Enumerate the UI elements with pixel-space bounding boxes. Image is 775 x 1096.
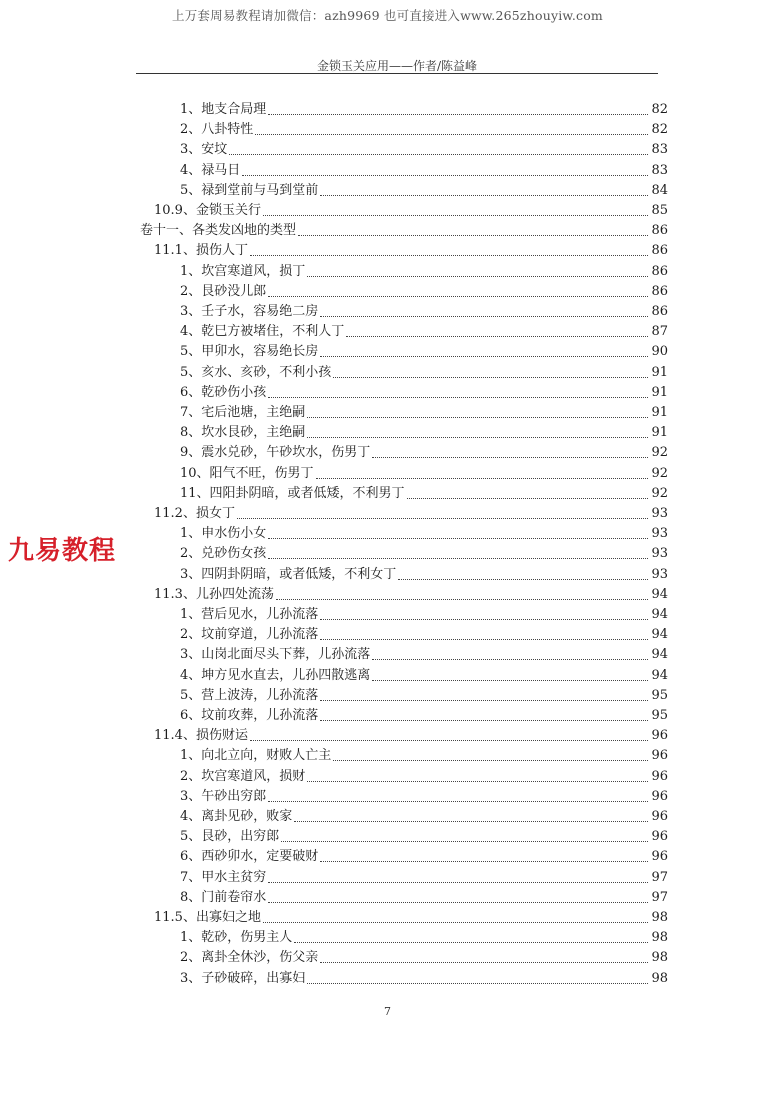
toc-entry[interactable] (180, 765, 668, 785)
toc-entry-label: 7、宅后池塘，主绝嗣 (180, 405, 306, 420)
dot-leader (255, 134, 648, 135)
dot-leader (320, 316, 648, 317)
toc-entry[interactable] (180, 300, 668, 320)
toc-entry[interactable] (180, 704, 668, 724)
dot-leader (307, 437, 648, 438)
dot-leader (333, 760, 648, 761)
toc-entry-label: 11.4、损伤财运 (154, 728, 248, 744)
toc-entry-label: 3、午砂出穷郎 (180, 788, 267, 804)
toc-entry-label: 7、甲水主贫穷 (180, 869, 267, 885)
page-number: 7 (384, 1005, 391, 1018)
dot-leader (294, 942, 648, 943)
toc-entry-label: 10.9、金锁玉关行 (154, 203, 261, 218)
toc-entry[interactable] (154, 583, 668, 603)
dot-leader (320, 700, 648, 701)
dot-leader (263, 215, 648, 216)
toc-entry-page: 86 (651, 304, 668, 319)
toc-entry-page: 85 (651, 203, 668, 218)
toc-entry-label: 8、门前卷帘水 (180, 889, 267, 905)
toc-entry-page: 98 (651, 970, 668, 986)
dot-leader (307, 983, 648, 984)
dot-leader (294, 821, 648, 822)
dot-leader (307, 781, 648, 782)
toc-entry-page: 97 (651, 889, 668, 905)
dot-leader (237, 518, 648, 519)
toc-entry[interactable] (180, 320, 668, 340)
toc-entry-page: 96 (651, 809, 668, 824)
toc-entry-label: 5、禄到堂前与马到堂前 (180, 182, 319, 198)
toc-entry-page: 82 (651, 122, 668, 138)
toc-entry-page: 91 (651, 425, 668, 441)
toc-entry[interactable] (180, 684, 668, 704)
toc-entry-page: 98 (651, 950, 668, 966)
toc-entry[interactable] (180, 280, 668, 300)
toc-entry-page: 91 (651, 384, 668, 400)
toc-entry[interactable] (180, 421, 668, 441)
toc-entry-label: 5、亥水、亥砂，不利小孩 (180, 364, 332, 380)
toc-entry[interactable] (180, 845, 668, 865)
toc-entry-page: 97 (651, 869, 668, 885)
dot-leader (268, 397, 648, 398)
dot-leader (320, 195, 648, 196)
toc-entry[interactable] (180, 866, 668, 886)
dot-leader (372, 680, 648, 681)
toc-entry-label: 2、离卦全休沙，伤父亲 (180, 950, 319, 966)
dot-leader (372, 457, 648, 458)
dot-leader (372, 659, 648, 660)
dot-leader (268, 801, 648, 802)
toc-entry-page: 94 (651, 647, 668, 663)
toc-entry-page: 91 (651, 364, 668, 380)
toc-entry-page: 96 (651, 788, 668, 804)
toc-entry-label: 6、乾砂伤小孩 (180, 384, 267, 400)
toc-entry-label: 6、坟前攻葬，儿孙流落 (180, 708, 319, 723)
watermark-logo: 九易教程 (8, 536, 117, 566)
dot-leader (307, 276, 648, 277)
toc-entry-page: 92 (651, 485, 668, 501)
toc-entry-label: 卷十一、各类发凶地的类型 (140, 223, 297, 239)
dot-leader (320, 861, 648, 862)
toc-entry-label: 11.2、损女丁 (154, 506, 235, 521)
toc-entry-label: 4、禄马日 (180, 162, 241, 178)
toc-entry[interactable] (180, 260, 668, 280)
dot-leader (346, 336, 648, 337)
toc-entry[interactable] (180, 603, 668, 623)
toc-entry[interactable] (180, 98, 668, 118)
toc-entry-label: 1、乾砂，伤男主人 (180, 930, 293, 946)
dot-leader (320, 962, 648, 963)
toc-entry[interactable] (180, 563, 668, 583)
toc-entry-page: 94 (651, 667, 668, 683)
toc-entry[interactable] (154, 502, 668, 522)
toc-entry-page: 98 (651, 930, 668, 946)
dot-leader (307, 417, 648, 418)
toc-entry-page: 83 (651, 142, 668, 158)
toc-entry-page: 96 (651, 829, 668, 845)
toc-entry[interactable] (180, 340, 668, 360)
toc-entry-label: 6、西砂卯水，定要破财 (180, 849, 319, 865)
dot-leader (268, 114, 648, 115)
dot-leader (320, 720, 648, 721)
toc-entry-page: 93 (651, 526, 668, 542)
toc-entry-label: 3、安坟 (180, 142, 228, 158)
dot-leader (276, 599, 648, 600)
dot-leader (407, 498, 648, 499)
toc-entry-page: 94 (651, 627, 668, 643)
toc-entry-label: 1、地支合局理 (180, 102, 267, 117)
toc-entry-label: 1、向北立向，财败人亡主 (180, 748, 332, 764)
dot-leader (320, 619, 648, 620)
toc-entry[interactable] (140, 219, 668, 239)
toc-entry[interactable] (180, 159, 668, 179)
toc-entry-page: 96 (651, 728, 668, 744)
toc-entry-page: 94 (651, 607, 668, 622)
toc-entry[interactable] (154, 724, 668, 744)
dot-leader (320, 356, 648, 357)
toc-entry[interactable] (180, 361, 668, 381)
toc-entry-page: 92 (651, 465, 668, 481)
dot-leader (268, 882, 648, 883)
toc-entry-page: 98 (651, 910, 668, 925)
toc-entry-page: 84 (651, 182, 668, 198)
toc-entry[interactable] (154, 239, 668, 259)
toc-entry-page: 96 (651, 748, 668, 764)
dot-leader (268, 902, 648, 903)
toc-entry[interactable] (180, 825, 668, 845)
toc-entry-page: 96 (651, 768, 668, 784)
toc-entry-page: 91 (651, 405, 668, 420)
toc-entry-page: 95 (651, 687, 668, 703)
toc-entry[interactable] (154, 199, 668, 219)
dot-leader (333, 377, 648, 378)
toc-entry-label: 2、艮砂没儿郎 (180, 283, 267, 299)
toc-entry-label: 3、四阴卦阴暗，或者低矮，不利女丁 (180, 566, 397, 582)
header-rule (136, 73, 658, 74)
toc-entry-label: 4、离卦见砂，败家 (180, 809, 293, 824)
toc-entry-label: 5、甲卯水，容易绝长房 (180, 344, 319, 360)
toc-entry-label: 11、四阳卦阴暗，或者低矮，不利男丁 (180, 485, 405, 501)
toc-entry-page: 86 (651, 223, 668, 239)
running-head: 金锁玉关应用——作者/陈益峰 (316, 59, 478, 73)
dot-leader (250, 255, 648, 256)
toc-entry[interactable] (180, 886, 668, 906)
dot-leader (398, 579, 648, 580)
toc-entry[interactable] (180, 482, 668, 502)
toc-entry[interactable] (180, 785, 668, 805)
toc-entry[interactable] (180, 805, 668, 825)
toc-entry-label: 2、坎宫寒道风，损财 (180, 768, 306, 784)
toc-entry[interactable] (180, 946, 668, 966)
toc-entry-label: 2、八卦特性 (180, 122, 254, 138)
toc-entry-page: 92 (651, 445, 668, 461)
toc-entry-label: 11.3、儿孙四处流荡 (154, 586, 274, 602)
toc-entry[interactable] (180, 643, 668, 663)
top-banner: 上万套周易教程请加微信：azh9969 也可直接进入www.265zhouyiw.com (172, 8, 603, 23)
toc-entry-page: 86 (651, 283, 668, 299)
toc-entry-label: 4、乾巳方被堵住，不利人丁 (180, 324, 345, 340)
dot-leader (263, 922, 648, 923)
toc-entry-page: 95 (651, 708, 668, 723)
dot-leader (268, 558, 648, 559)
toc-entry-label: 11.5、出寡妇之地 (154, 910, 261, 925)
toc-entry-page: 86 (651, 243, 668, 259)
dot-leader (250, 740, 648, 741)
dot-leader (320, 639, 648, 640)
toc-entry-page: 82 (651, 102, 668, 117)
toc-entry-page: 87 (651, 324, 668, 340)
toc-entry-label: 9、震水兑砂，午砂坎水，伤男丁 (180, 445, 371, 461)
dot-leader (229, 154, 648, 155)
dot-leader (316, 478, 648, 479)
toc-entry-label: 8、坎水艮砂，主绝嗣 (180, 425, 306, 441)
toc-entry-label: 10、阳气不旺，伤男丁 (180, 465, 314, 481)
toc-entry[interactable] (180, 381, 668, 401)
toc-entry-label: 1、坎宫寒道风，损丁 (180, 263, 306, 279)
toc-entry[interactable] (180, 462, 668, 482)
toc-entry-page: 93 (651, 566, 668, 582)
toc-entry-label: 11.1、损伤人丁 (154, 243, 248, 259)
toc-entry-label: 2、坟前穿道，儿孙流落 (180, 627, 319, 643)
toc-entry[interactable] (180, 623, 668, 643)
toc-entry[interactable] (180, 138, 668, 158)
toc-entry-page: 93 (651, 546, 668, 562)
toc-entry[interactable] (180, 179, 668, 199)
toc-entry-page: 94 (651, 586, 668, 602)
toc-entry[interactable] (180, 967, 668, 987)
toc-entry[interactable] (154, 906, 668, 926)
toc-entry-label: 1、营后见水，儿孙流落 (180, 607, 319, 622)
toc-entry-label: 3、子砂破碎，出寡妇 (180, 970, 306, 986)
dot-leader (268, 538, 648, 539)
toc-entry-label: 5、艮砂，出穷郎 (180, 829, 280, 845)
toc-entry[interactable] (180, 401, 668, 421)
toc-entry[interactable] (180, 522, 668, 542)
toc-entry[interactable] (180, 441, 668, 461)
toc-entry-page: 93 (651, 506, 668, 521)
toc-entry-label: 5、营上波涛，儿孙流落 (180, 687, 319, 703)
dot-leader (242, 175, 648, 176)
toc-entry-label: 3、山岗北面尽头下葬，儿孙流落 (180, 647, 371, 663)
toc-entry[interactable] (180, 664, 668, 684)
toc-entry-label: 2、兑砂伤女孩 (180, 546, 267, 562)
toc-entry-label: 1、申水伤小女 (180, 526, 267, 542)
toc-entry-label: 4、坤方见水直去，儿孙四散逃离 (180, 667, 371, 683)
dot-leader (281, 841, 648, 842)
dot-leader (298, 235, 648, 236)
toc-entry-page: 90 (651, 344, 668, 360)
toc-entry-page: 83 (651, 162, 668, 178)
toc-entry-label: 3、壬子水，容易绝二房 (180, 304, 319, 319)
toc-entry[interactable] (180, 926, 668, 946)
dot-leader (268, 296, 648, 297)
toc-entry-page: 96 (651, 849, 668, 865)
toc-entry[interactable] (180, 542, 668, 562)
toc-entry-page: 86 (651, 263, 668, 279)
toc-entry[interactable] (180, 118, 668, 138)
toc-entry[interactable] (180, 744, 668, 764)
